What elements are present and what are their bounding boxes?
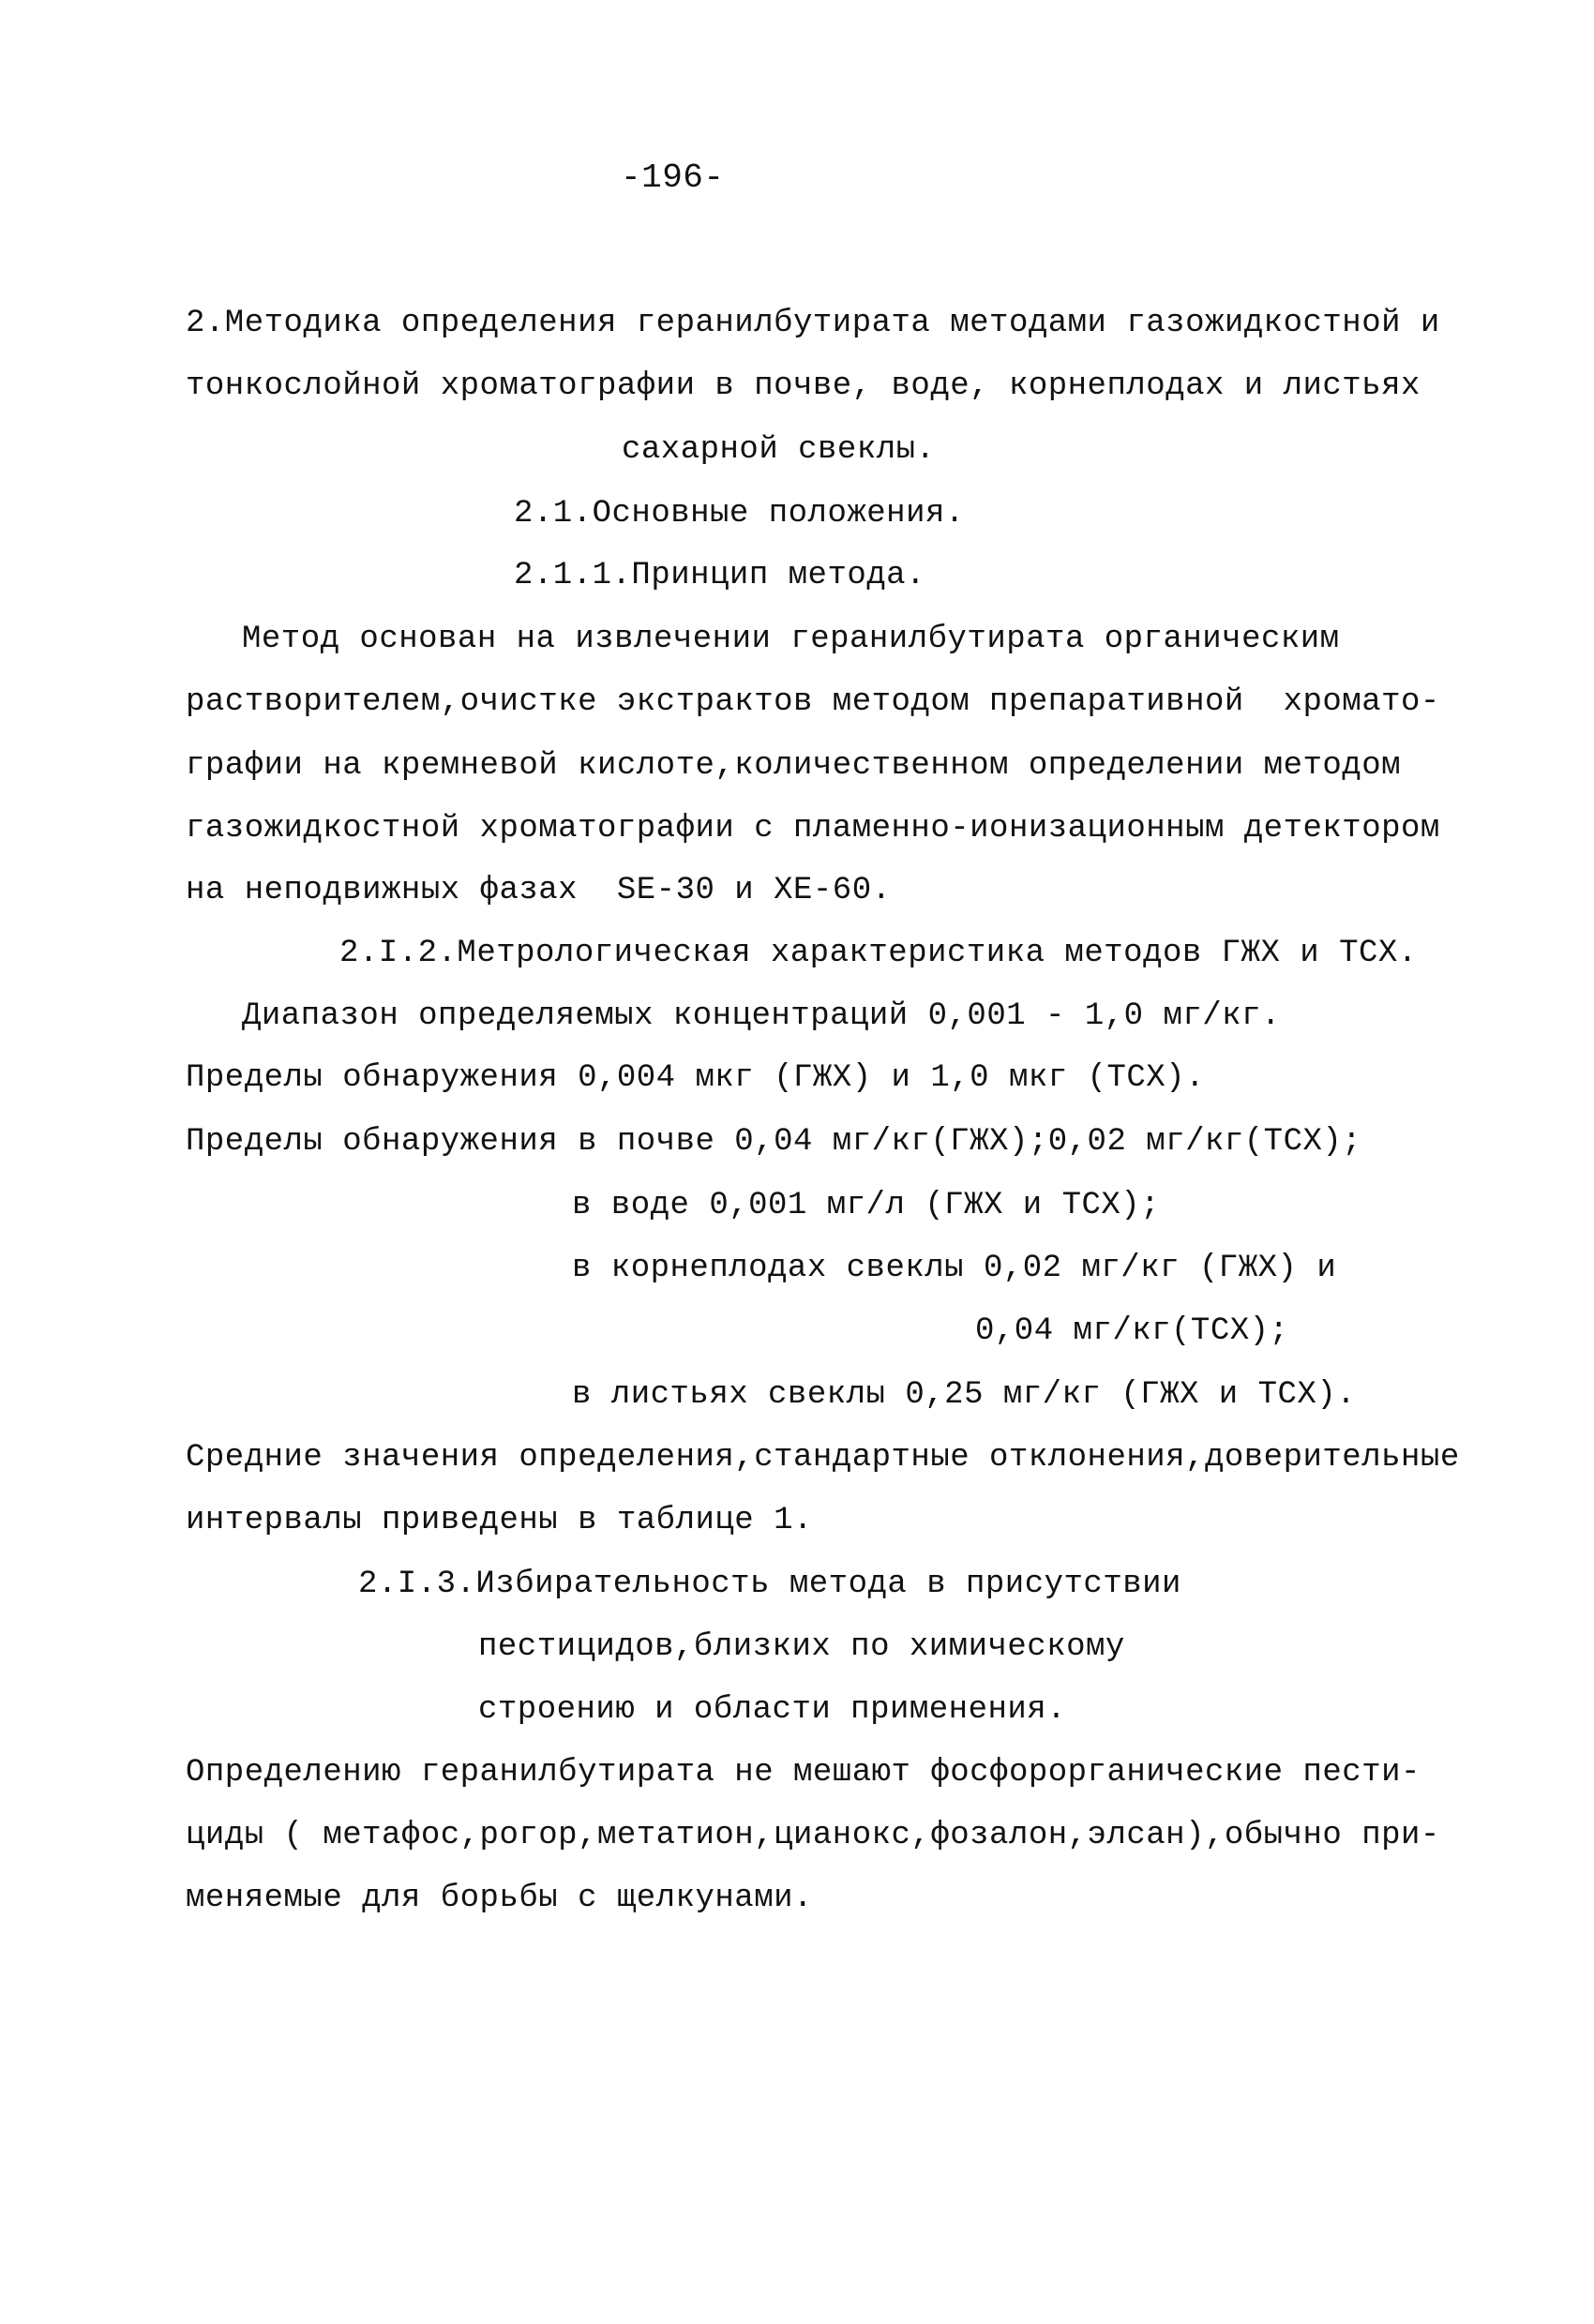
paragraph-line: графии на кремневой кислоте,количественном определении методом bbox=[186, 748, 1402, 784]
paragraph-line: Метод основан на извлечении геранилбутирата органическим bbox=[242, 622, 1340, 657]
subsubsection-heading: 2.I.2.Метрологическая характеристика методов ГЖХ и ТСХ. bbox=[339, 936, 1418, 971]
paragraph-line: интервалы приведены в таблице 1. bbox=[186, 1503, 813, 1538]
paragraph-line: в корнеплодах свеклы 0,02 мг/кг (ГЖХ) и bbox=[572, 1251, 1337, 1286]
paragraph-line: на неподвижных фазах SE-30 и XE-60. bbox=[186, 873, 892, 908]
subsubsection-heading: строению и области применения. bbox=[478, 1692, 1067, 1728]
section-title-line-2: тонкослойной хроматографии в почве, воде, корнеплодах и листьях bbox=[186, 368, 1421, 404]
subsubsection-heading: 2.I.3.Избирательность метода в присутствии bbox=[358, 1567, 1181, 1602]
section-title-line-3: сахарной свеклы. bbox=[622, 432, 936, 468]
paragraph-line: в листьях свеклы 0,25 мг/кг (ГЖХ и ТСХ). bbox=[572, 1377, 1357, 1413]
subsubsection-heading: пестицидов,близких по химическому bbox=[478, 1629, 1125, 1665]
paragraph-line: циды ( метафос,рогор,метатион,цианокс,фозалон,элсан),обычно при- bbox=[186, 1818, 1440, 1853]
section-title-line-1: 2.Методика определения геранилбутирата методами газожидкостной и bbox=[186, 306, 1440, 341]
paragraph-line: Определению геранилбутирата не мешают фосфорорганические пести- bbox=[186, 1755, 1421, 1791]
subsection-heading: 2.1.Основные положения. bbox=[514, 496, 965, 532]
paragraph-line: газожидкостной хроматографии с пламенно-ионизационным детектором bbox=[186, 811, 1440, 847]
paragraph-line: растворителем,очистке экстрактов методом препаративной хромато- bbox=[186, 684, 1440, 720]
paragraph-line: Диапазон определяемых концентраций 0,001 - 1,0 мг/кг. bbox=[242, 998, 1281, 1034]
page-number: -196- bbox=[621, 158, 725, 197]
paragraph-line: в воде 0,001 мг/л (ГЖХ и ТСХ); bbox=[572, 1188, 1161, 1223]
subsubsection-heading: 2.1.1.Принцип метода. bbox=[514, 558, 925, 593]
paragraph-line: Пределы обнаружения в почве 0,04 мг/кг(ГЖХ);0,02 мг/кг(ТСХ); bbox=[186, 1124, 1362, 1160]
paragraph-line: меняемые для борьбы с щелкунами. bbox=[186, 1881, 813, 1916]
paragraph-line: Пределы обнаружения 0,004 мкг (ГЖХ) и 1,0 мкг (ТСХ). bbox=[186, 1060, 1205, 1096]
paragraph-line: Средние значения определения,стандартные отклонения,доверительные bbox=[186, 1440, 1460, 1476]
paragraph-line: 0,04 мг/кг(ТСХ); bbox=[975, 1313, 1289, 1349]
